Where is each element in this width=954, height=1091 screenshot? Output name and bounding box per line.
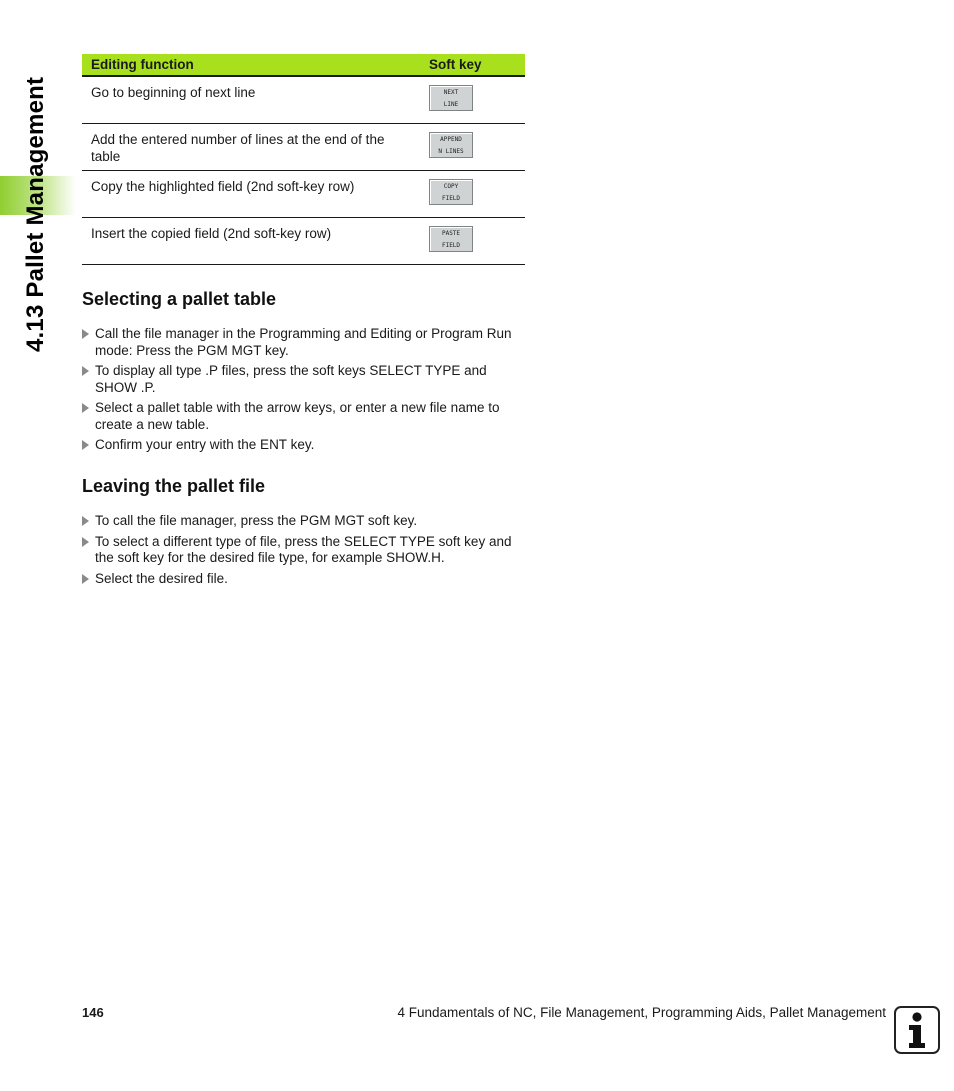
softkey-paste-field[interactable] — [429, 226, 473, 252]
page-number: 146 — [82, 1005, 104, 1020]
softkey-label: FIELD — [441, 194, 461, 202]
list-item — [82, 513, 522, 530]
list-item — [82, 363, 522, 396]
steps-list-leaving — [82, 513, 522, 591]
arrow-right-icon — [82, 574, 89, 584]
table-row — [82, 217, 525, 264]
softkey-append-n-lines[interactable] — [429, 132, 473, 158]
step-text: To display all type .P files, press the soft keys SELECT TYPE and SHOW .P. — [95, 363, 487, 395]
arrow-right-icon — [82, 537, 89, 547]
footer-chapter-title: 4 Fundamentals of NC, File Management, Programming Aids, Pallet Management — [397, 1005, 886, 1020]
arrow-right-icon — [82, 366, 89, 376]
editing-functions-table — [82, 54, 525, 265]
step-text: Call the file manager in the Programming and Editing or Program Run mode: Press the PGM MGT key. — [95, 326, 512, 358]
softkey-label: NEXT — [443, 89, 459, 96]
softkey-label: N LINES — [438, 147, 464, 155]
chapter-side-title: 4.13 Pallet Management — [22, 76, 49, 352]
table-row — [82, 123, 525, 170]
list-item — [82, 534, 522, 567]
column-header-softkey: Soft key — [421, 54, 525, 76]
list-item — [82, 437, 522, 454]
arrow-right-icon — [82, 440, 89, 450]
arrow-right-icon — [82, 403, 89, 413]
function-description: Go to beginning of next line — [82, 76, 421, 123]
section-heading-leaving: Leaving the pallet file — [82, 476, 266, 496]
function-description: Add the entered number of lines at the end of the table — [82, 123, 421, 170]
function-description: Copy the highlighted field (2nd soft-key row) — [82, 170, 421, 217]
column-header-function: Editing function — [82, 54, 421, 76]
softkey-label: FIELD — [441, 241, 461, 249]
steps-list-selecting — [82, 326, 522, 458]
softkey-copy-field[interactable] — [429, 179, 473, 205]
arrow-right-icon — [82, 516, 89, 526]
section-heading-selecting: Selecting a pallet table — [82, 289, 277, 309]
step-text: To call the file manager, press the PGM MGT soft key. — [95, 513, 418, 528]
table-row — [82, 76, 525, 123]
step-text: To select a different type of file, press the SELECT TYPE soft key and the soft key for the desired file type, for example SHOW.H. — [95, 533, 512, 565]
step-text: Select the desired file. — [95, 570, 228, 586]
list-item — [82, 326, 522, 359]
list-item — [82, 571, 522, 588]
softkey-label: APPEND — [440, 135, 462, 143]
table-header-row — [82, 54, 525, 76]
arrow-right-icon — [82, 329, 89, 339]
softkey-next-line[interactable] — [429, 85, 473, 111]
info-icon — [894, 1006, 940, 1054]
softkey-label: PASTE — [441, 229, 461, 237]
step-text: Confirm your entry with the ENT key. — [95, 437, 315, 452]
step-text: Select a pallet table with the arrow keys, or enter a new file name to create a new table. — [95, 400, 500, 432]
softkey-label: LINE — [443, 101, 459, 108]
softkey-label: COPY — [443, 182, 459, 190]
function-description: Insert the copied field (2nd soft-key row) — [82, 217, 421, 264]
list-item — [82, 400, 522, 433]
table-row — [82, 170, 525, 217]
